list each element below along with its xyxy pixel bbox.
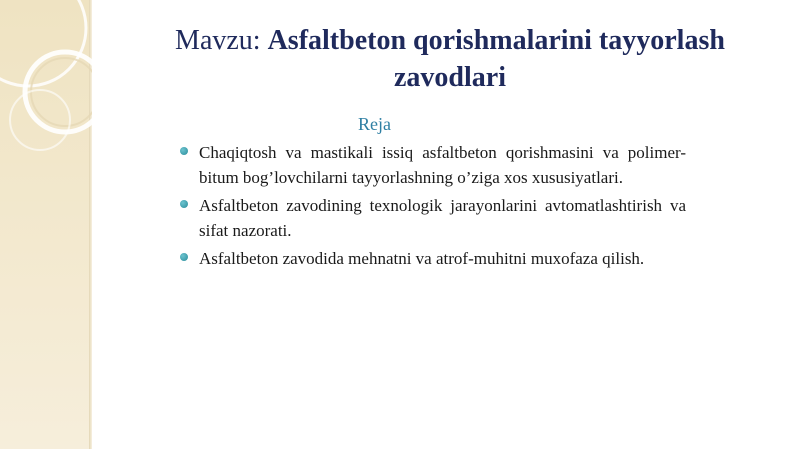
bullet-dot-icon	[180, 200, 188, 208]
bullet-text: Chaqiqtosh va mastikali issiq asfaltbeton qorishmasini va polimer-bitum bog’lovchilarni tayyorlashning o’ziga xos xususiyatlari.	[199, 143, 686, 187]
title-main: Asfaltbeton qorishmalarini tayyorlash zavodlari	[267, 25, 725, 93]
bullet-item	[180, 247, 686, 272]
bullet-item	[180, 194, 686, 243]
bullet-text: Asfaltbeton zavodining texnologik jarayonlarini avtomatlashtirish va sifat nazorati.	[199, 196, 686, 240]
bullet-item	[180, 141, 686, 190]
bullet-dot-icon	[180, 253, 188, 261]
bullet-list	[180, 141, 686, 276]
bullet-text: Asfaltbeton zavodida mehnatni va atrof-muhitni muxofaza qilish.	[199, 249, 645, 268]
bullet-dot-icon	[180, 147, 188, 155]
decorative-rings	[0, 0, 92, 170]
slide-title	[130, 22, 770, 96]
slide-subtitle: Reja	[358, 114, 391, 134]
title-prefix: Mavzu:	[175, 25, 268, 56]
